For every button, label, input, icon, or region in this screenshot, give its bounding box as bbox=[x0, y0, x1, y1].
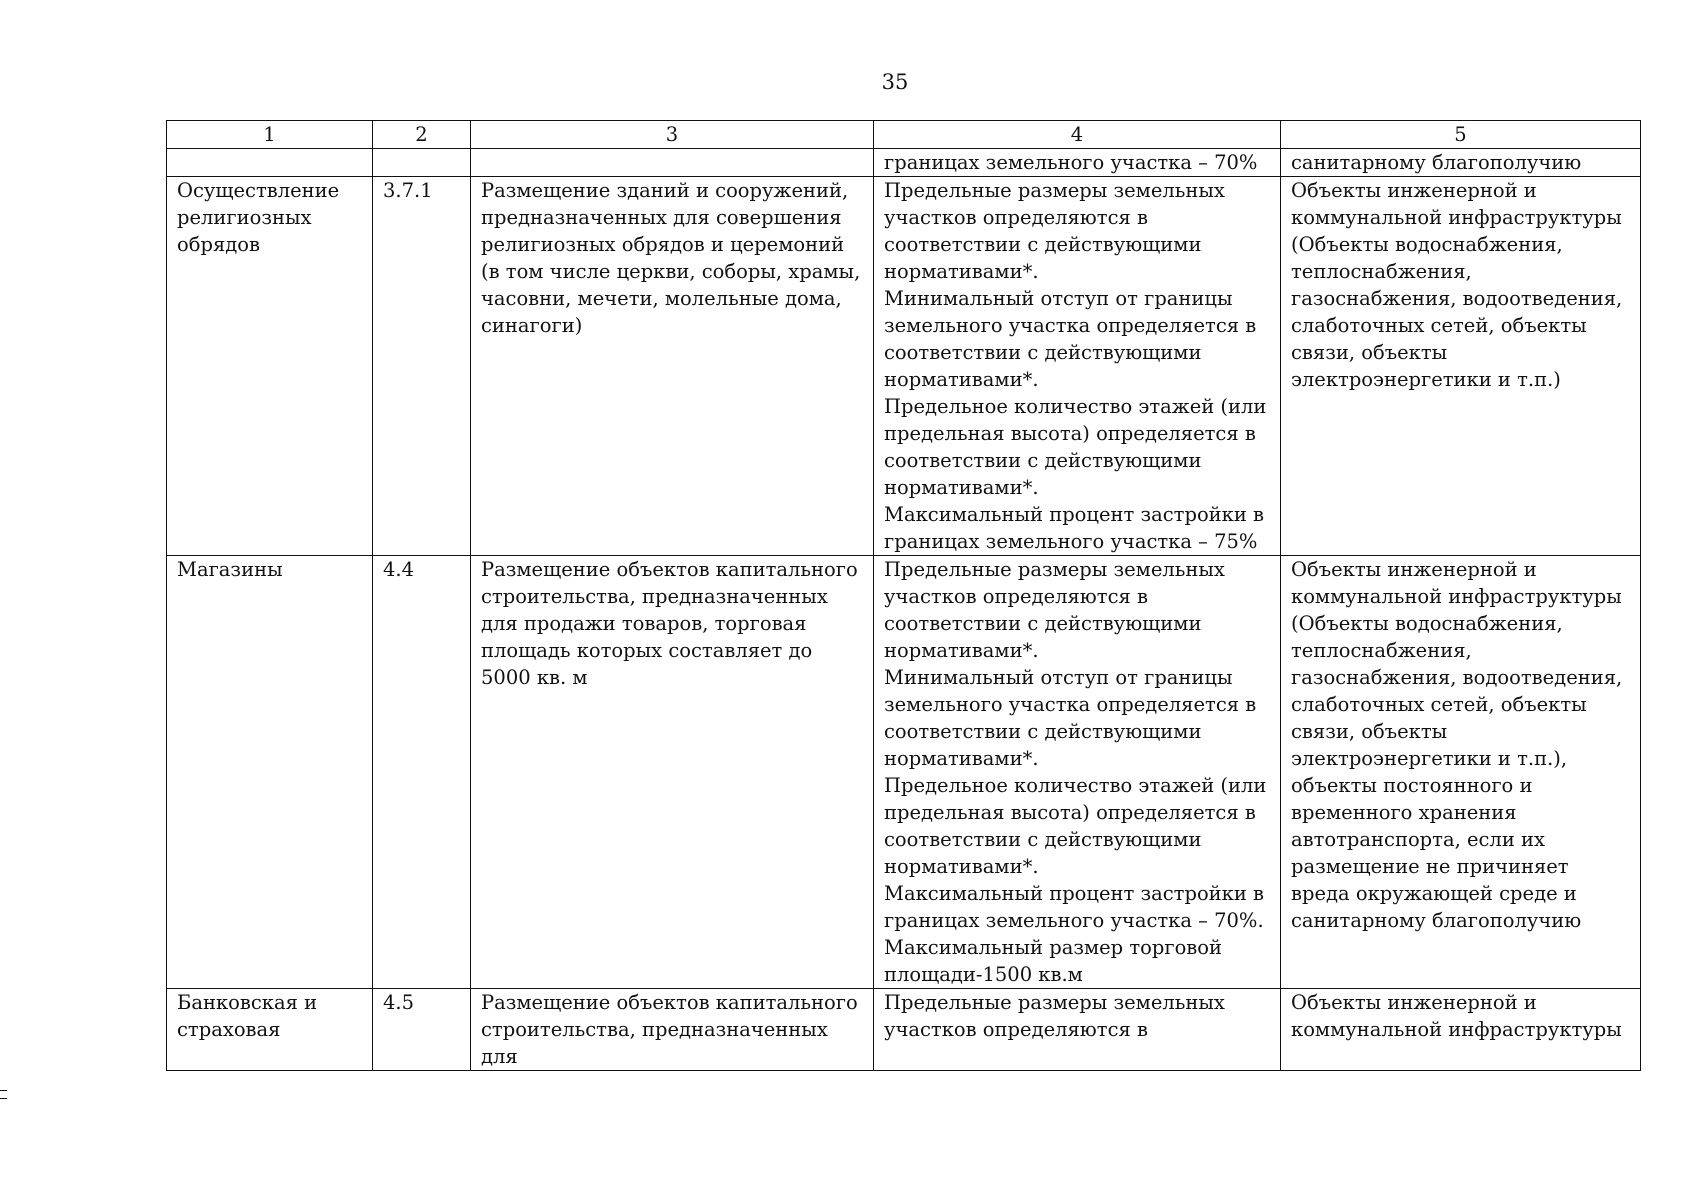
auxiliary-uses: Объекты инженерной и коммунальной инфраструктуры bbox=[1281, 989, 1641, 1071]
parameter-item: Предельное количество этажей (или предельная высота) определяется в соответствии с действующими нормативами*. bbox=[884, 774, 1267, 878]
header-row bbox=[167, 121, 1641, 149]
parameter-item: Предельные размеры земельных участков определяются в соответствии с действующими нормативами*. bbox=[884, 179, 1225, 283]
use-description: Размещение объектов капитального строительства, предназначенных для bbox=[471, 989, 874, 1071]
use-parameters bbox=[874, 177, 1281, 556]
column-header: 5 bbox=[1281, 121, 1641, 149]
page-number: 35 bbox=[881, 70, 909, 94]
column-header: 4 bbox=[874, 121, 1281, 149]
land-use-table bbox=[166, 120, 1641, 1071]
use-name: Банковская и страховая bbox=[167, 989, 373, 1071]
parameter-item: Предельное количество этажей (или предельная высота) определяется в соответствии с действующими нормативами*. bbox=[884, 395, 1267, 499]
table-row bbox=[167, 177, 1641, 556]
continuation-parameters: границах земельного участка – 70% bbox=[874, 149, 1281, 177]
parameter-item: Минимальный отступ от границы земельного участка определяется в соответствии с действующими нормативами*. bbox=[884, 666, 1257, 770]
column-header: 3 bbox=[471, 121, 874, 149]
continuation-row bbox=[167, 149, 1641, 177]
scan-mark bbox=[0, 1090, 7, 1099]
use-code: 4.5 bbox=[373, 989, 471, 1071]
use-description: Размещение зданий и сооружений, предназначенных для совершения религиозных обрядов и церемоний (в том числе церкви, соборы, храмы, часовни, мечети, молельные дома, синагоги) bbox=[471, 177, 874, 556]
parameter-item: Предельные размеры земельных участков определяются в соответствии с действующими нормативами*. bbox=[884, 558, 1225, 662]
parameter-item: Максимальный процент застройки в границах земельного участка – 70%. bbox=[884, 882, 1265, 932]
auxiliary-uses: Объекты инженерной и коммунальной инфраструктуры (Объекты водоснабжения, теплоснабжения, газоснабжения, водоотведения, слаботочных сетей, объекты связи, объекты электроэнергетики и т.п.) bbox=[1281, 177, 1641, 556]
use-parameters bbox=[874, 556, 1281, 989]
parameter-item: Предельные размеры земельных участков определяются в bbox=[884, 991, 1225, 1041]
use-code: 3.7.1 bbox=[373, 177, 471, 556]
column-header: 2 bbox=[373, 121, 471, 149]
use-code: 4.4 bbox=[373, 556, 471, 989]
parameter-item: Минимальный отступ от границы земельного участка определяется в соответствии с действующими нормативами*. bbox=[884, 287, 1257, 391]
parameter-item: Максимальный процент застройки в границах земельного участка – 75% bbox=[884, 503, 1265, 553]
table-row bbox=[167, 556, 1641, 989]
use-description: Размещение объектов капитального строительства, предназначенных для продажи товаров, торговая площадь которых составляет до 5000 кв. м bbox=[471, 556, 874, 989]
use-name: Осуществление религиозных обрядов bbox=[167, 177, 373, 556]
continuation-auxiliary: санитарному благополучию bbox=[1281, 149, 1641, 177]
parameter-item: Максимальный размер торговой площади-1500 кв.м bbox=[884, 936, 1223, 986]
use-name: Магазины bbox=[167, 556, 373, 989]
table-row bbox=[167, 989, 1641, 1071]
auxiliary-uses: Объекты инженерной и коммунальной инфраструктуры (Объекты водоснабжения, теплоснабжения, газоснабжения, водоотведения, слаботочных сетей, объекты связи, объекты электроэнергетики и т.п.), объекты постоянного и временного хранения автотранспорта, если их размещение не причиняет вреда окружающей среде и санитарному благополучию bbox=[1281, 556, 1641, 989]
column-header: 1 bbox=[167, 121, 373, 149]
use-parameters bbox=[874, 989, 1281, 1071]
